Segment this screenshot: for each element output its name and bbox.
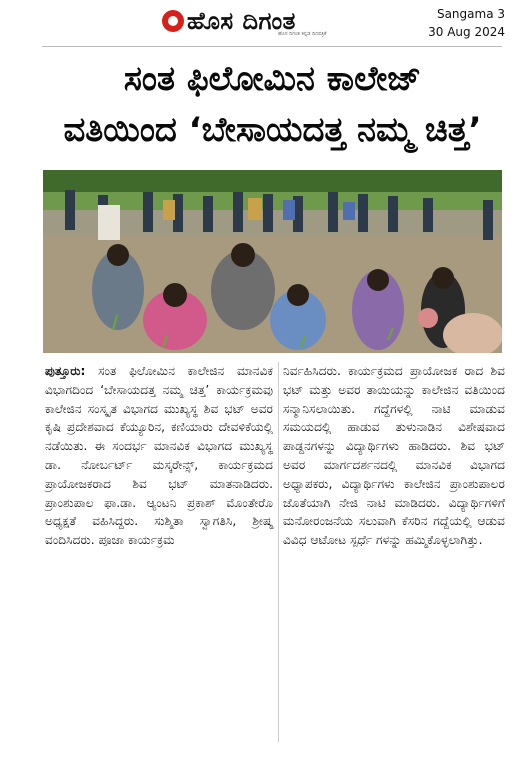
logo-text: ಹೊಸ ದಿಗಂತ (187, 7, 296, 35)
tagline: ಹೊಸ ದಿಗಂತ ಕನ್ನಡ ದಿನಪತ್ರಿಕೆ (278, 31, 327, 37)
article-body-right: ನಿರ್ವಹಿಸಿದರು. ಕಾರ್ಯಕ್ರಮದ ಪ್ರಾಯೋಜಕ ರಾದ ಶಿವ ಭಟ್ ಮತ್ತು ಅವರ ತಾಯಿಯನ್ನು ಕಾಲೇಜಿನ ವತಿಯಿಂದ ಸನ್ಮಾನಿಸಲಾಯಿತು. ಗದ್ದೆಗಳಲ್ಲಿ ನಾಟಿ ಮಾಡುವ ಸಮಯದಲ್ಲಿ ಹಾಡುವ ತುಳುನಾಡಿನ ವಿಶೇಷವಾದ ಪಾಡ್ದನಗಳನ್ನು ವಿದ್ಯಾರ್ಥಿಗಳು ಹಾಡಿದರು. ಶಿವ ಭಟ್ ಅವರ ಮಾರ್ಗದರ್ಶನದಲ್ಲಿ ಮಾನವಿಕ ವಿಭಾಗದ ಅಧ್ಯಾಪಕರು, ವಿದ್ಯಾರ್ಥಿಗಳು ಕಾಲೇಜಿನ ಪ್ರಾಂಶುಪಾಲರ ಜೊತೆಯಾಗಿ ನೇಜಿ ನಾಟಿ ಮಾಡಿದರು. ವಿದ್ಯಾರ್ಥಿಗಳಿಗೆ ಮನೋರಂಜನೆಯ ಸಲುವಾಗಿ ಕೆಸರಿನ ಗದ್ದೆಯಲ್ಲಿ ಆಡುವ ವಿವಿಧ ಆಟೋಟ ಸ್ಪರ್ಧೆ ಗಳನ್ನು ಹಮ್ಮಿಕೊಳ್ಳಲಾಗಿತ್ತು. (283, 364, 505, 548)
article-body-left: ಸಂತ ಫಿಲೋಮಿನ ಕಾಲೇಜಿನ ಮಾನವಿಕ ವಿಭಾಗದಿಂದ ‘ಬೇಸಾಯದತ್ತ ನಮ್ಮ ಚಿತ್ತ’ ಕಾರ್ಯಕ್ರಮವು ಕಾಲೇಜಿನ ಸಂಸ್ಕೃತ ವಿಭಾಗದ ಮುಖ್ಯಸ್ಥ ಶಿವ ಭಟ್ ಅವರ ಕೃಷಿ ಪ್ರದೇಶವಾದ ಕೆಯ್ಯೂರಿನ, ಕಣಿಯಾರು ದೇವಳಿಕೆಯಲ್ಲಿ ನಡೆಯಿತು. ಈ ಸಂದರ್ಭ ಮಾನವಿಕ ವಿಭಾಗದ ಮುಖ್ಯಸ್ಥ ಡಾ. ನೋರ್ಬರ್ಟ್ ಮಸ್ಕರೇನ್ಸ್, ಕಾರ್ಯಕ್ರಮದ ಪ್ರಾಯೋಜಕರಾದ ಶಿವ ಭಟ್ ಮಾತನಾಡಿದರು. ಪ್ರಾಂಶುಪಾಲ ಫಾ.ಡಾ. ಆ್ಯಂಟನಿ ಪ್ರಕಾಶ್ ಮೊಂತೇರೊ ಅಧ್ಯಕ್ಷತೆ ವಹಿಸಿದ್ದರು. ಸುಶ್ಮಿತಾ ಸ್ವಾಗತಿಸಿ, ಶ್ರೀಷ್ಮ ವಂದಿಸಿದರು. ಪೂಜಾ ಕಾರ್ಯಕ್ರಮ (45, 364, 273, 548)
column-divider (278, 362, 279, 742)
edition-date: 30 Aug 2024 (428, 25, 505, 39)
logo-mark-icon (162, 10, 184, 32)
newspaper-logo (162, 6, 296, 36)
headline-line-1: ಸಂತ ಫಿಲೋಮಿನ ಕಾಲೇಜ್ (123, 59, 422, 99)
header-rule (42, 46, 502, 47)
masthead (0, 0, 517, 44)
article-column-right (283, 362, 505, 550)
article-paragraph-left (45, 362, 273, 550)
edition-name: Sangama 3 (436, 7, 505, 21)
article-photo (43, 170, 502, 353)
edition-info (428, 5, 505, 41)
article-column-left (45, 362, 273, 550)
dateline: ಪುತ್ತೂರು: (45, 364, 86, 378)
headline-line-2: ವತಿಯಿಂದ ‘ಬೇಸಾಯದತ್ತ ನಮ್ಮ ಚಿತ್ತ’ (63, 110, 482, 150)
paddy-field-photo-illustration (43, 170, 502, 353)
